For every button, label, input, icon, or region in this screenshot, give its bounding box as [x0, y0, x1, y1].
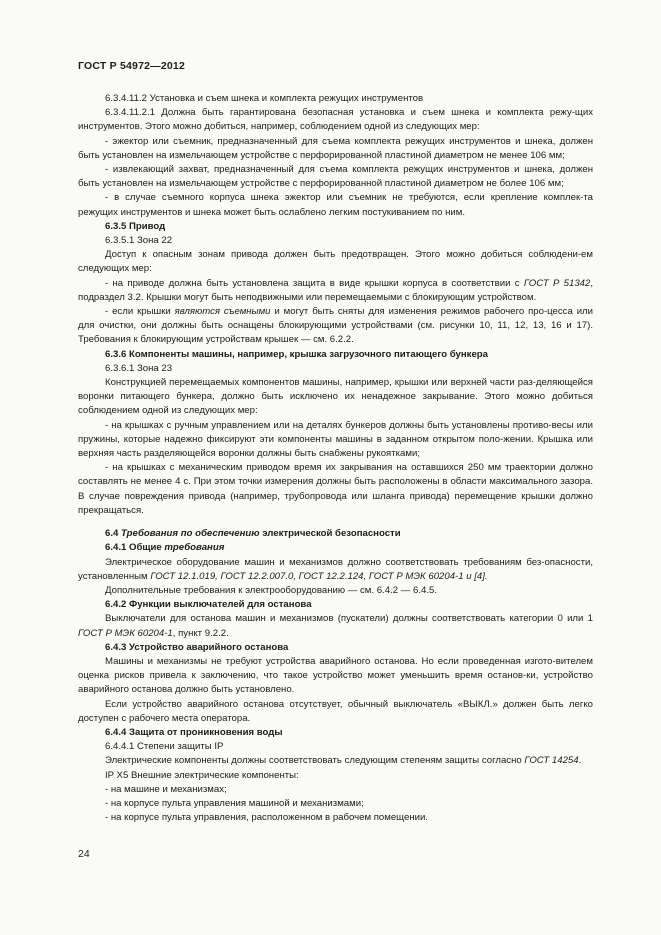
list-item: - в случае съемного корпуса шнека эжектор или съемник не требуются, если крепление комплек-та режущих инструментов и шнека может быть ослаблено легким постукиванием по ним.	[78, 192, 593, 218]
list-item: - на корпусе пульта управления, расположенном в рабочем помещении.	[105, 812, 428, 824]
paragraph: Доступ к опасным зонам привода должен быть предотвращен. Этого можно добиться соблюдени-ем следующих мер:	[78, 249, 593, 275]
paragraph: 6.3.4.11.2.1 Должна быть гарантирована безопасная установка и съем шнека и комплекта режу-щих инструментов. Этого можно добиться, например, соблюдением одной из следующих мер:	[78, 107, 593, 133]
text: , пункт 9.2.2.	[172, 627, 229, 639]
section-heading: 6.4.4 Защита от проникновения воды	[105, 726, 283, 738]
emphasis: требования	[164, 542, 225, 554]
paragraph: IP X5 Внешние электрические компоненты:	[105, 769, 299, 781]
text: - если крышки	[105, 306, 175, 318]
standard-reference: ГОСТ 12.1.019, ГОСТ 12.2.007.0, ГОСТ 12.2.124, ГОСТ Р МЭК 60204-1 и [4].	[150, 570, 488, 582]
section-heading: 6.4.3 Устройство аварийного останова	[105, 641, 289, 653]
section-heading	[78, 527, 593, 541]
section-heading: 6.3.4.11.2 Установка и съем шнека и комплекта режущих инструментов	[105, 93, 424, 104]
list-item	[78, 305, 593, 348]
subsection-heading: 6.3.5.1 Зона 22	[105, 235, 173, 247]
text: Электрические компоненты должны соответствовать следующим степеням защиты согласно	[105, 755, 525, 767]
section-heading: 6.4.2 Функции выключателей для останова	[105, 599, 312, 611]
list-item: - извлекающий захват, предназначенный для съема комплекта режущих инструментов и шнека, должен быть установлен на измельчающем устройстве с перфорированной пластиной диаметром не более 106 мм;	[78, 164, 593, 190]
text: , подраздел 3.2. Крышки могут быть неподвижными или перемещаемыми с блокирующим устройством.	[78, 277, 593, 303]
section-heading	[78, 541, 593, 555]
list-item: - на крышках с механическим приводом время их закрывания на оставшихся 250 мм траектории должно составлять не менее 4 с. При этом точки измерения должны быть расположены в области максимального зазора. В случае повреждения привода (например, трубопровода или шланга привода) перемещение крышки должно прекращаться.	[78, 462, 593, 516]
text: - на приводе должна быть установлена защита в виде крышки корпуса в соответствии с	[105, 277, 524, 289]
document-header: ГОСТ Р 54972—2012	[78, 60, 186, 72]
list-item: - на крышках с ручным управлением или на деталях бункеров должны быть установлены противо-весы или пружины, которые надежно фиксируют эти компоненты машины в заданном открытом поло-жении. Крышка или верхняя часть разделяющейся воронки должны быть снабжены рукоятками;	[78, 419, 593, 460]
subsection-heading: 6.4.4.1 Степени защиты IP	[105, 741, 224, 753]
page-number: 24	[78, 848, 90, 860]
standard-reference: ГОСТ 14254	[524, 755, 579, 767]
standard-reference: ГОСТ Р 51342	[523, 277, 591, 289]
paragraph: Если устройство аварийного останова отсутствует, обычный выключатель «ВЫКЛ.» должен быть легко доступен с рабочего места оператора.	[78, 698, 593, 724]
paragraph: Конструкцией перемещаемых компонентов машины, например, крышки или верхней части раз-деляющейся воронки питающего бункера, должно быть исключено их ненадежное закрывание. Этого можно добиться соблюдением одной из следующих мер:	[78, 377, 593, 417]
list-item: - эжектор или съемник, предназначенный для съема комплекта режущих инструментов и шнека, должен быть установлен на измельчающем устройстве с перфорированной пластиной диаметром не менее 106 мм;	[78, 135, 593, 161]
list-item	[78, 277, 593, 305]
paragraph	[78, 556, 593, 584]
subsection-heading: 6.3.6.1 Зона 23	[105, 362, 173, 374]
emphasis: Требования по обеспечению	[121, 528, 260, 540]
paragraph	[78, 754, 593, 768]
section-heading: 6.3.5 Привод	[105, 220, 166, 232]
paragraph	[78, 612, 593, 640]
text: Выключатели для останова машин и механизмов (пускатели) должны соответствовать категории 0 или 1	[105, 613, 593, 625]
spacer	[78, 518, 593, 527]
list-item: - на корпусе пульта управления машиной и механизмами;	[105, 797, 364, 809]
document-body	[78, 92, 593, 825]
text: 6.4.1 Общие	[105, 542, 165, 554]
text: Электрическое оборудование машин и механизмов должно соответствовать требованиям без-опасности, установленным	[78, 556, 593, 582]
text: и могут быть сняты для изменения режимов рабочего про-цесса или для очистки, они должны быть оснащены блокирующими устройствами (см. рисунки 10, 11, 12, 13, 16 и 17). Требования к блокирующим устройствам крышек — см. 6.2.2.	[78, 306, 594, 346]
text: 6.4	[105, 528, 122, 540]
standard-reference: ГОСТ Р МЭК 60204-1	[78, 627, 173, 639]
text: электрической безопасности	[259, 528, 401, 540]
section-heading: 6.3.6 Компоненты машины, например, крышка загрузочного питающего бункера	[105, 348, 488, 360]
paragraph: Машины и механизмы не требуют устройства аварийного останова. Но если проведенная изгото-вителем оценка рисков привела к заключению, что такое устройство может уменьшить время останов-ки, устройство аварийного останова должно быть установлено.	[78, 655, 593, 696]
emphasis: являются съемными	[174, 306, 271, 318]
paragraph: Дополнительные требования к электрооборудованию — см. 6.4.2 — 6.4.5.	[105, 584, 437, 596]
list-item: - на машине и механизмах;	[105, 783, 227, 795]
text: .	[578, 755, 582, 767]
